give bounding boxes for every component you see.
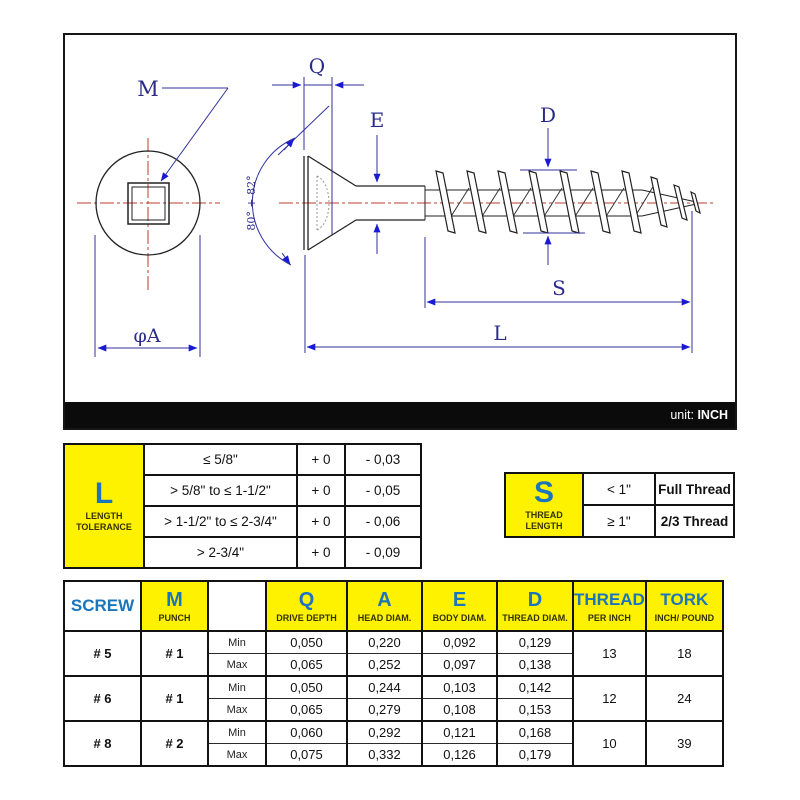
- header-head-diam: [347, 581, 422, 631]
- screw-head-top-view: [77, 138, 220, 293]
- length-tolerance-letter: L: [94, 477, 114, 510]
- thread-per-inch-cell: 13: [573, 631, 646, 676]
- tolerance-plus-cell: + 0: [297, 444, 345, 475]
- min-label-cell: Min: [208, 721, 266, 744]
- thread-value-cell: Full Thread: [655, 473, 734, 505]
- dim-label-head-diam: φA: [133, 325, 161, 347]
- length-tolerance-table: [63, 443, 422, 569]
- punch-size-cell: # 1: [141, 676, 208, 721]
- tolerance-range-cell: ≤ 5/8": [144, 444, 297, 475]
- spec-value-cell: 0,108: [422, 699, 497, 722]
- min-label-cell: Min: [208, 676, 266, 699]
- spec-value-cell: 0,279: [347, 699, 422, 722]
- header-punch: [141, 581, 208, 631]
- dim-label-length: L: [493, 321, 507, 345]
- spec-value-cell: 0,060: [266, 721, 347, 744]
- header-drive-depth-caption: DRIVE DEPTH: [276, 613, 337, 623]
- dim-label-drive-depth: Q: [308, 54, 326, 78]
- header-thread-diam: [497, 581, 573, 631]
- dim-label-thread-diam: D: [539, 103, 557, 127]
- max-label-cell: Max: [208, 654, 266, 677]
- header-head-diam-caption: HEAD DIAM.: [357, 613, 412, 623]
- header-head-diam-letter: A: [377, 589, 392, 611]
- screw-size-cell: # 6: [64, 676, 141, 721]
- thread-value-cell: 2/3 Thread: [655, 505, 734, 537]
- spec-value-cell: 0,126: [422, 744, 497, 767]
- header-drive-depth-letter: Q: [298, 589, 315, 611]
- header-screw: [64, 581, 141, 631]
- header-thread-per-inch-caption: PER INCH: [587, 613, 631, 623]
- spec-value-cell: 0,050: [266, 676, 347, 699]
- punch-size-cell: # 1: [141, 631, 208, 676]
- tolerance-plus-cell: + 0: [297, 475, 345, 506]
- header-drive-depth: [266, 581, 347, 631]
- header-tork: [646, 581, 723, 631]
- header-screw-label: SCREW: [70, 596, 135, 615]
- thread-condition-cell: ≥ 1": [583, 505, 655, 537]
- header-body-diam-caption: BODY DIAM.: [432, 613, 487, 623]
- screw-spec-table: [63, 580, 724, 767]
- spec-value-cell: 0,179: [497, 744, 573, 767]
- max-label-cell: Max: [208, 744, 266, 767]
- dim-label-punch: M: [137, 77, 159, 101]
- tolerance-range-cell: > 1-1/2" to ≤ 2-3/4": [144, 506, 297, 537]
- spec-value-cell: 0,092: [422, 631, 497, 654]
- screw-size-cell: # 8: [64, 721, 141, 766]
- header-tork-word: TORK: [660, 590, 709, 609]
- spec-value-cell: 0,142: [497, 676, 573, 699]
- thread-length-caption: THREAD LENGTH: [525, 510, 563, 531]
- thread-length-letter: S: [533, 476, 554, 509]
- header-punch-caption: PUNCH: [158, 613, 191, 623]
- dim-label-head-angle: 80° + 82°: [245, 175, 258, 231]
- max-label-cell: Max: [208, 699, 266, 722]
- header-body-diam-letter: E: [452, 589, 467, 611]
- dim-label-thread-length: S: [552, 276, 566, 300]
- tolerance-range-cell: > 2-3/4": [144, 537, 297, 568]
- unit-value: INCH: [697, 408, 728, 422]
- spec-value-cell: 0,065: [266, 654, 347, 677]
- spec-value-cell: 0,252: [347, 654, 422, 677]
- screw-side-view: [279, 156, 713, 250]
- header-thread-diam-caption: THREAD DIAM.: [502, 613, 568, 623]
- spec-value-cell: 0,168: [497, 721, 573, 744]
- spec-value-cell: 0,097: [422, 654, 497, 677]
- spec-value-cell: 0,153: [497, 699, 573, 722]
- tork-cell: 39: [646, 721, 723, 766]
- spec-value-cell: 0,332: [347, 744, 422, 767]
- dim-label-body-diam: E: [369, 108, 385, 132]
- header-punch-letter: M: [166, 589, 183, 611]
- tork-cell: 24: [646, 676, 723, 721]
- tork-cell: 18: [646, 631, 723, 676]
- tolerance-minus-cell: - 0,05: [345, 475, 421, 506]
- header-thread-per-inch: [573, 581, 646, 631]
- header-thread-per-inch-word: THREAD: [574, 590, 645, 609]
- thread-per-inch-cell: 12: [573, 676, 646, 721]
- spec-value-cell: 0,244: [347, 676, 422, 699]
- spec-value-cell: 0,065: [266, 699, 347, 722]
- tolerance-minus-cell: - 0,06: [345, 506, 421, 537]
- header-tork-caption: INCH/ POUND: [654, 613, 715, 623]
- header-minmax: [208, 581, 266, 631]
- screw-size-cell: # 5: [64, 631, 141, 676]
- thread-length-key-cell: [505, 473, 583, 537]
- spec-value-cell: 0,121: [422, 721, 497, 744]
- spec-value-cell: 0,129: [497, 631, 573, 654]
- spec-value-cell: 0,103: [422, 676, 497, 699]
- unit-bar: [65, 402, 735, 428]
- header-body-diam: [422, 581, 497, 631]
- spec-value-cell: 0,075: [266, 744, 347, 767]
- tolerance-minus-cell: - 0,03: [345, 444, 421, 475]
- thread-flights: [436, 171, 700, 233]
- spec-value-cell: 0,292: [347, 721, 422, 744]
- length-tolerance-key-cell: [64, 444, 144, 568]
- header-thread-diam-letter: D: [527, 589, 543, 611]
- spec-value-cell: 0,050: [266, 631, 347, 654]
- unit-label: unit:: [670, 408, 694, 422]
- length-tolerance-caption: LENGTH TOLERANCE: [76, 511, 132, 532]
- screw-technical-drawing: [65, 35, 735, 402]
- thread-per-inch-cell: 10: [573, 721, 646, 766]
- thread-length-table: [504, 472, 735, 538]
- tolerance-plus-cell: + 0: [297, 537, 345, 568]
- tolerance-plus-cell: + 0: [297, 506, 345, 537]
- tolerance-minus-cell: - 0,09: [345, 537, 421, 568]
- screw-drawing-panel: [63, 33, 737, 430]
- thread-condition-cell: < 1": [583, 473, 655, 505]
- spec-value-cell: 0,138: [497, 654, 573, 677]
- tolerance-range-cell: > 5/8" to ≤ 1-1/2": [144, 475, 297, 506]
- spec-value-cell: 0,220: [347, 631, 422, 654]
- punch-size-cell: # 2: [141, 721, 208, 766]
- min-label-cell: Min: [208, 631, 266, 654]
